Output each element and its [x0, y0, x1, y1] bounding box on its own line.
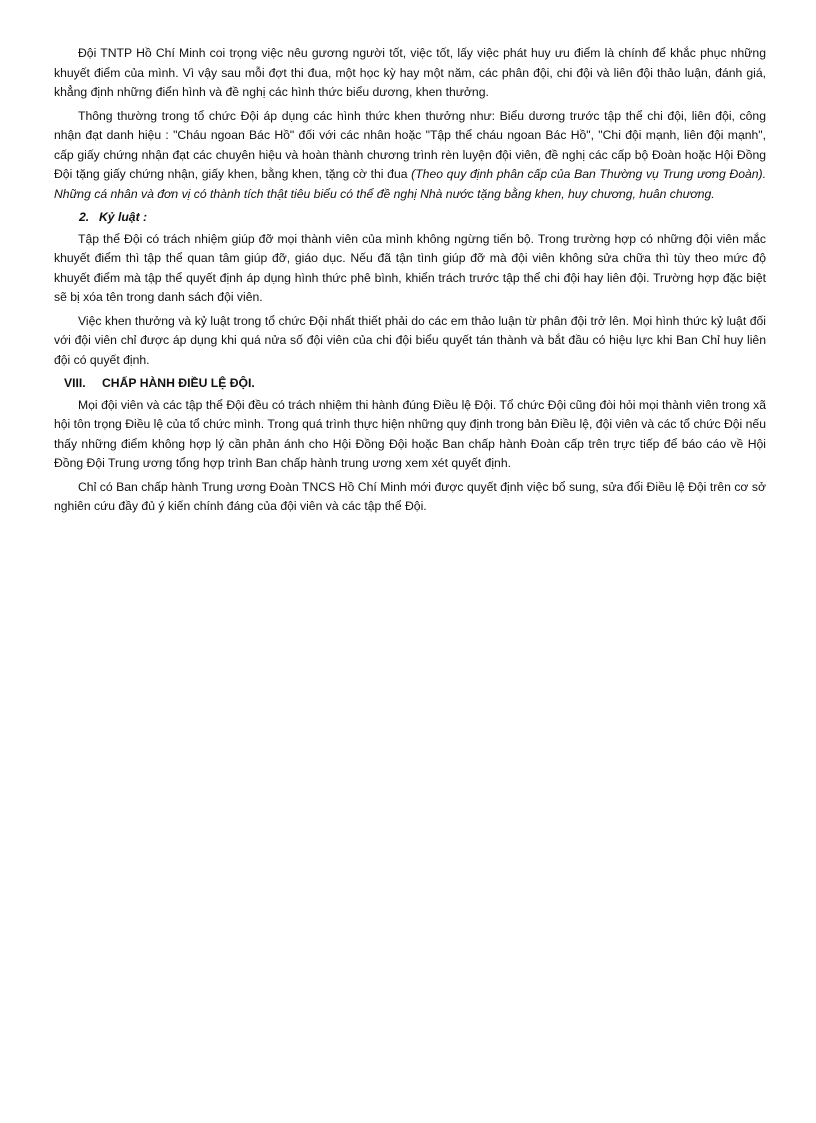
- section-number: 2.: [79, 210, 90, 224]
- document-page: [54, 44, 766, 521]
- paragraph-discipline-help: Tập thể Đội có trách nhiệm giúp đỡ mọi thành viên của mình không ngừng tiến bộ. Trong trường hợp có những đội viên mắc khuyết điểm thì tập thể quan tâm giúp đỡ, giáo dục. Nếu đã tận tình giúp đỡ mà đội viên không sửa chữa thì tùy theo mức độ khuyết điểm mà tập thể quyết định áp dụng hình thức phê bình, khiển trách trước tập thể chi đội hay liên đội. Trường hợp đặc biệt sẽ bị xóa tên trong danh sách đội viên.: [54, 231, 766, 304]
- section-heading-charter-compliance: [54, 374, 766, 394]
- paragraph-discipline-procedure: Việc khen thưởng và kỷ luật trong tổ chức Đội nhất thiết phải do các em thảo luận từ phân đội trở lên. Mọi hình thức kỷ luật đối với đội viên chỉ được áp dụng khi quá nửa số đội viên của chi đội biểu quyết tán thành và bắt đầu có hiệu lực khi Ban Chỉ huy liên đội có quyết định.: [54, 313, 766, 367]
- section-title: CHẤP HÀNH ĐIỀU LỆ ĐỘI.: [102, 376, 255, 390]
- reward-forms-italic-text: (Theo quy định phân cấp của Ban Thường vụ Trung ương Đoàn). Những cá nhân và đơn vị có thành tích thật tiêu biểu có thể đề nghị Nhà nước tặng bằng khen, huy chương, huân chương.: [54, 167, 766, 201]
- paragraph-charter-amendment: Chỉ có Ban chấp hành Trung ương Đoàn TNCS Hồ Chí Minh mới được quyết định việc bổ sung, sửa đổi Điều lệ Đội trên cơ sở nghiên cứu đầy đủ ý kiến chính đáng của đội viên và các tập thể Đội.: [54, 479, 766, 513]
- section-title: Kỷ luật :: [99, 210, 148, 224]
- paragraph-praise-intro: Đội TNTP Hồ Chí Minh coi trọng việc nêu gương người tốt, việc tốt, lấy việc phát huy ưu điểm là chính để khắc phục những khuyết điểm của mình. Vì vậy sau mỗi đợt thi đua, một học kỳ hay một năm, các phân đội, chi đội và liên đội thảo luận, đánh giá, khẳng định những điển hình và đề nghị các hình thức biểu dương, khen thưởng.: [54, 46, 766, 99]
- section-number: VIII.: [64, 376, 86, 390]
- reward-forms-text: Thông thường trong tổ chức Đội áp dụng các hình thức khen thưởng như: Biểu dương trước tập thể chi đội, liên đội, công nhận đạt danh hiệu : "Cháu ngoan Bác Hồ" đối với các nhân hoặc "Tập thể cháu ngoan Bác Hồ", "Chi đội mạnh, liên đội mạnh", cấp giấy chứng nhận đạt các chuyên hiệu và hoàn thành chương trình rèn luyện đội viên, đề nghị các cấp bộ Đoàn hoặc Hội Đồng Đội tặng giấy chứng nhận, giấy khen, bằng khen, tặng cờ thi đua: [54, 108, 766, 181]
- paragraph-charter-duty: Mọi đội viên và các tập thể Đội đều có trách nhiệm thi hành đúng Điều lệ Đội. Tổ chức Đội cũng đòi hỏi mọi thành viên trong xã hội tôn trọng Điều lệ của tổ chức mình. Trong quá trình thực hiện những quy định trong bản Điều lệ, đội viên và các tổ chức Đội nếu thấy những điểm không hợp lý cần phản ánh cho Hội Đồng Đội hoặc Ban chấp hành Đoàn cấp trên trực tiếp để báo cáo về Hội Đồng Đội Trung ương tổng hợp trình Ban chấp hành trung ương xem xét quyết định.: [54, 397, 766, 470]
- paragraph-reward-forms: [54, 107, 766, 205]
- section-heading-discipline: [54, 208, 766, 228]
